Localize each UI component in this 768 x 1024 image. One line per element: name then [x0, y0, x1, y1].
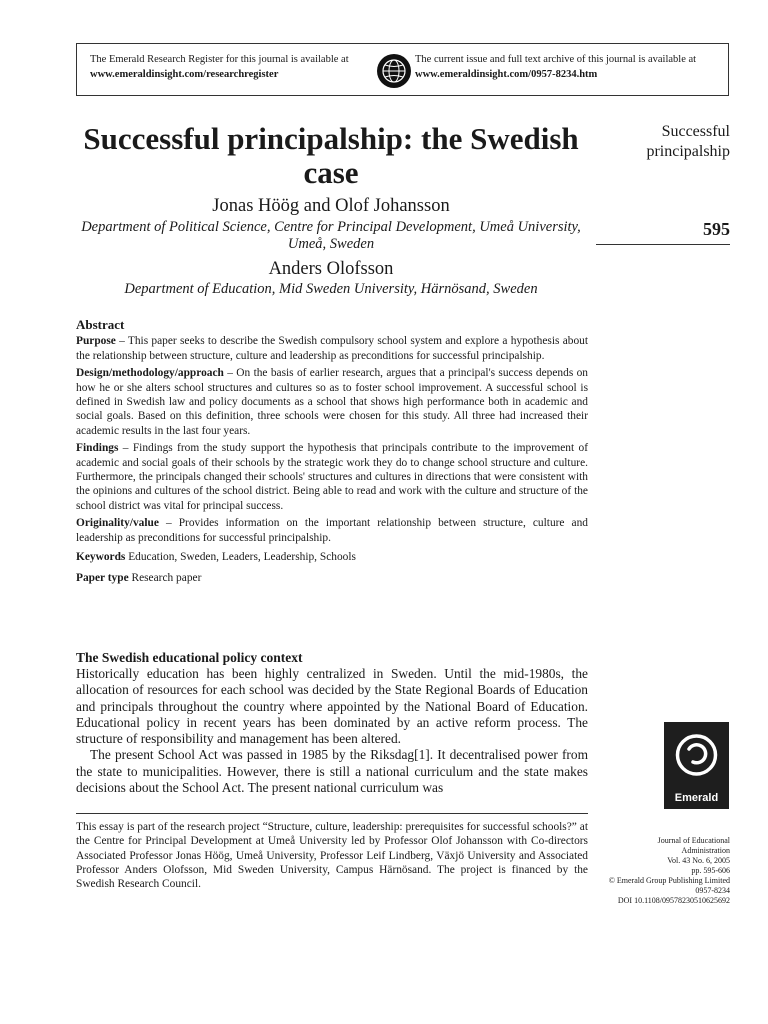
abstract-purpose: [76, 334, 588, 363]
keywords-label: Keywords: [76, 551, 126, 564]
purpose-text: – This paper seeks to describe the Swedish compulsory school system and explore a hypothesis about the relationship between structure, culture and leadership as preconditions for successful principalship.: [76, 335, 588, 362]
abstract-originality: [76, 516, 588, 545]
abstract: [76, 318, 588, 588]
affiliation-primary: Department of Political Science, Centre for Principal Development, Umeå University, Umeå, Sweden: [81, 219, 581, 252]
journal-name-line-2: Administration: [681, 846, 730, 855]
research-register-text: The Emerald Research Register for this journal is available at: [90, 54, 349, 65]
paper-title: Successful principalship: the Swedish case: [83, 121, 579, 190]
paper-type-text: Research paper: [128, 571, 202, 584]
research-register-link[interactable]: www.emeraldinsight.com/researchregister: [90, 69, 279, 80]
emerald-logo: [664, 722, 729, 809]
journal-doi: DOI 10.1108/09578230510625692: [617, 896, 730, 905]
abstract-design: [76, 366, 588, 438]
section-heading: The Swedish educational policy context: [76, 650, 303, 665]
page-number-rule: [596, 244, 730, 245]
footnote-rule: [76, 813, 588, 814]
affiliation-secondary: Department of Education, Mid Sweden University, Härnösand, Sweden: [124, 281, 538, 297]
journal-name-line-1: Journal of Educational: [657, 836, 730, 845]
emerald-logo-icon: [664, 722, 729, 792]
archive-notice: [415, 52, 725, 82]
abstract-findings: [76, 441, 588, 513]
findings-label: Findings: [76, 442, 119, 455]
section-body: [76, 666, 588, 796]
archive-text: The current issue and full text archive of this journal is available at: [415, 54, 697, 65]
body-paragraph-2: The present School Act was passed in 1985 by the Riksdag[1]. It decentralised power from the state to municipalities. However, there is still a national curriculum and the state makes decisions about the School Act. The present national curriculum was: [76, 747, 588, 796]
design-label: Design/methodology/approach: [76, 367, 224, 380]
body-paragraph-1: Historically education has been highly centralized in Sweden. Until the mid-1980s, the allocation of resources for each school was decided by the State Regional Boards of Education and principals throughout the country where appointed by the National Board of Education. Educational policy in recent years has been dominated by an active reform process. The structure of responsibility and management has been altered.: [76, 666, 588, 747]
running-head: Successful principalship: [646, 123, 730, 160]
footnote: This essay is part of the research project “Structure, culture, leadership: prerequisites for successful schools?” at the Centre for Principal Development at Umeå University led by Professor Olof Johansson with Co-directors Associated Professor Jonas Höög, Umeå University, Professor Leif Lindberg, Växjö University and Associated Professor Anders Olofsson, Mid Sweden University, Campus Härnösand. The project is financed by the Swedish Research Council.: [76, 821, 588, 891]
page-number: 595: [703, 219, 730, 239]
keywords-text: Education, Sweden, Leaders, Leadership, Schools: [125, 551, 356, 564]
globe-icon: [376, 53, 412, 89]
originality-label: Originality/value: [76, 517, 159, 530]
emerald-wordmark: Emerald: [674, 792, 719, 804]
abstract-keywords: [76, 550, 588, 564]
originality-text: – Provides information on the important relationship between structure, culture and leadership as preconditions for successful principalship.: [76, 517, 588, 544]
journal-info: [576, 836, 730, 906]
journal-volume: Vol. 43 No. 6, 2005: [667, 856, 730, 865]
header-box: [76, 43, 729, 96]
paper-type-label: Paper type: [76, 571, 129, 584]
findings-text: – Findings from the study support the hypothesis that principals contribute to the improvement of academic and social goals of their schools by the strategic work they do to change school structure and culture. Furthermore, the principals changed their schools' structures and cultures in directions that were consistent with the opinions and cultures of the school district. Being able to read and work with the culture and structure of the school district was vital for principal success.: [76, 442, 588, 512]
purpose-label: Purpose: [76, 335, 116, 348]
journal-issn: 0957-8234: [695, 886, 730, 895]
journal-copyright: © Emerald Group Publishing Limited: [608, 876, 730, 885]
research-register-notice: [90, 52, 380, 82]
abstract-heading: Abstract: [76, 317, 125, 332]
abstract-paper-type: [76, 571, 588, 585]
authors-primary: Jonas Höög and Olof Johansson: [212, 196, 450, 216]
design-text: – On the basis of earlier research, argues that a principal's success depends on how he or she alters school structures and cultures so as to foster school improvement. A successful school is defined in Swedish law and policy documents as a school that shows high performance both in academic and social goals. Based on this definition, three schools were chosen for this study. All three had increased their academic results in the last four years.: [76, 367, 588, 437]
journal-pages: pp. 595-606: [691, 866, 730, 875]
authors-secondary: Anders Olofsson: [268, 259, 394, 279]
archive-link[interactable]: www.emeraldinsight.com/0957-8234.htm: [415, 69, 598, 80]
